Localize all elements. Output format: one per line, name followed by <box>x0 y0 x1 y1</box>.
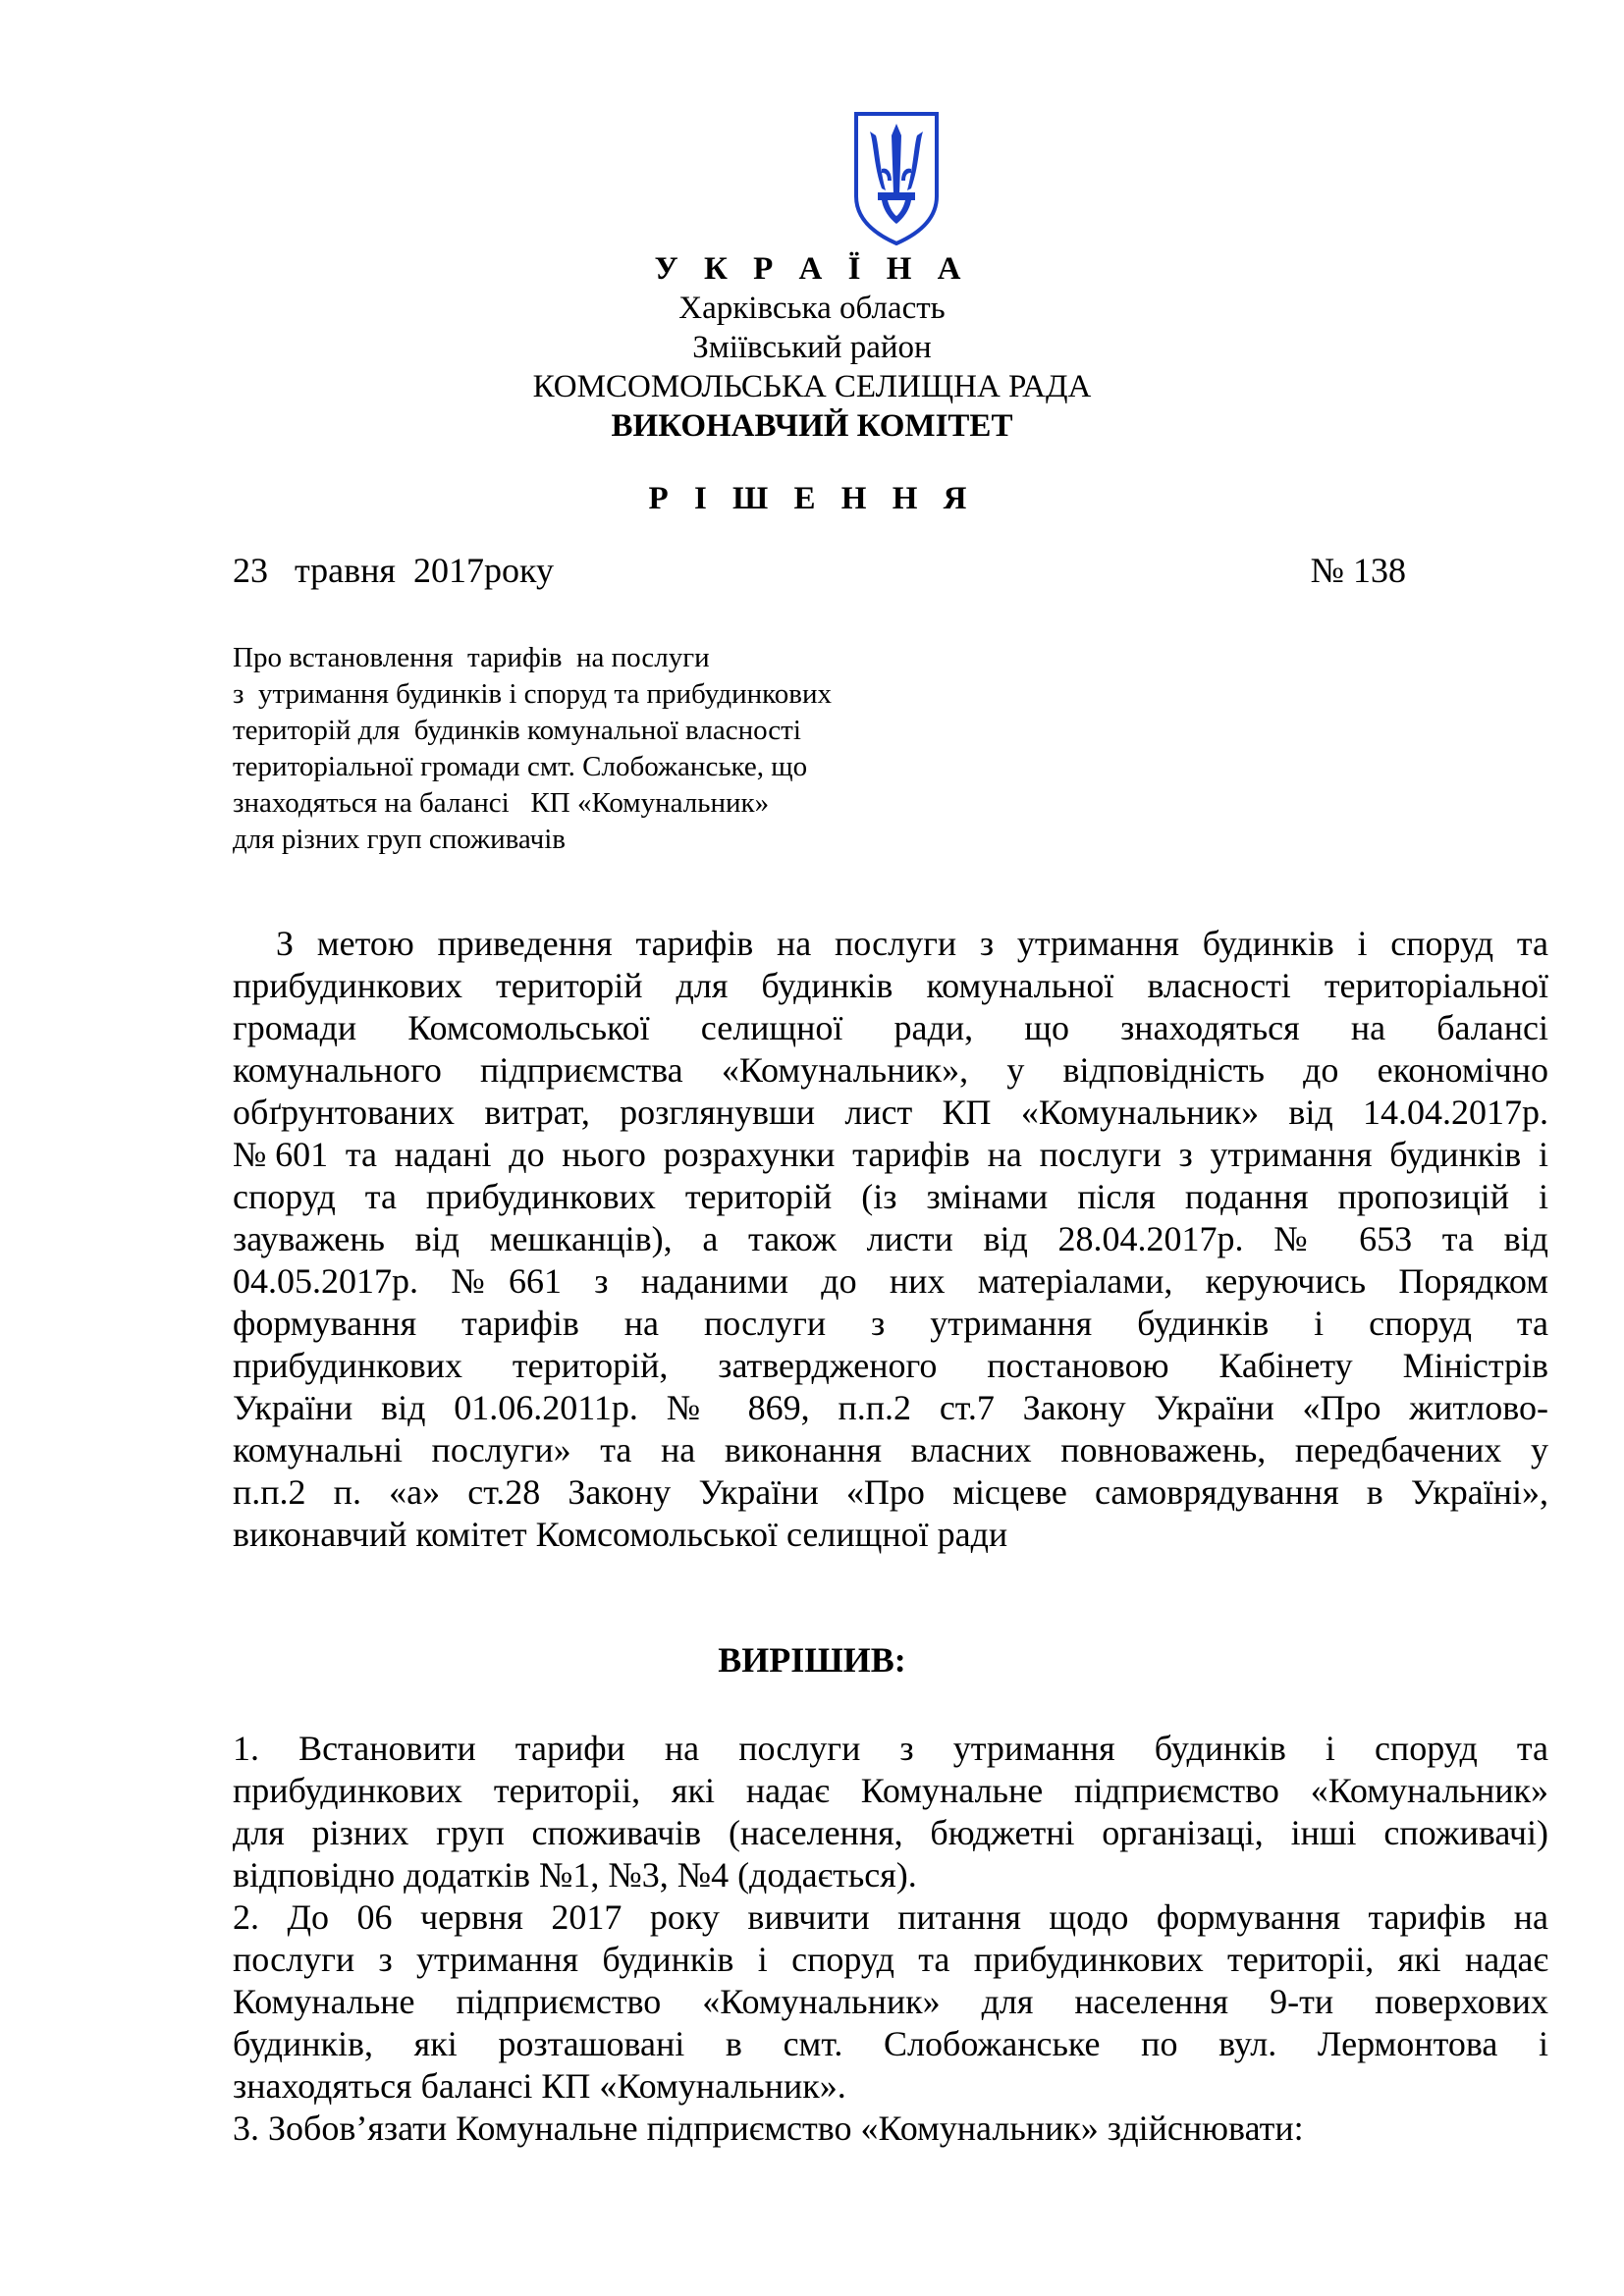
preamble-line: прибудинкових територій, затвердженого постановою Кабінету Міністрів <box>233 1346 1548 1385</box>
preamble-line: комунального підприємства «Комунальник», у відповідність до економічно <box>233 1050 1548 1090</box>
district-name: Зміївський район <box>692 330 932 365</box>
subject-line: знаходяться на балансі КП «Комунальник» <box>233 787 770 819</box>
decision-number: № 138 <box>1310 551 1406 590</box>
preamble-line: комунальні послуги» та на виконання власних повноважень, передбачених у <box>233 1430 1548 1469</box>
preamble-line: прибудинкових територій для будинків комунальної власності територіальної <box>233 966 1548 1005</box>
preamble-line: №601 та надані до нього розрахунки тарифів на послуги з утримання будинків і <box>233 1135 1548 1174</box>
decision-line: 2. До 06 червня 2017 року вивчити питання щодо формування тарифів на <box>233 1897 1548 1937</box>
decided-heading: ВИРІШИВ: <box>718 1640 906 1680</box>
decision-line: послуги з утримання будинків і споруд та прибудинкових територіі, які надає <box>233 1940 1548 1979</box>
decision-date: 23 травня 2017року <box>233 551 554 590</box>
decision-line: 1. Встановити тарифи на послуги з утримання будинків і споруд та <box>233 1729 1548 1768</box>
subject-line: Про встановлення тарифів на послуги <box>233 642 710 673</box>
preamble-line: формування тарифів на послуги з утримання будинків і споруд та <box>233 1304 1548 1343</box>
subject-line: територій для будинків комунальної власності <box>233 715 801 746</box>
committee-name: ВИКОНАВЧИЙ КОМІТЕТ <box>611 408 1013 444</box>
decision-line: 3. Зобов’язати Комунальне підприємство «Комунальник» здійснювати: <box>233 2109 1304 2148</box>
subject-line: з утримання будинків і споруд та прибудинкових <box>233 678 832 710</box>
preamble-line: обґрунтованих витрат, розглянувши лист КП «Комунальник» від 14.04.2017р. <box>233 1093 1548 1132</box>
preamble-paragraph <box>233 923 1548 1556</box>
preamble-line: зауважень від мешканців), а також листи від 28.04.2017р. № 653 та від <box>233 1219 1548 1258</box>
subject-line: для різних груп споживачів <box>233 824 566 855</box>
preamble-line: громади Комсомольської селищної ради, що знаходяться на балансі <box>233 1008 1548 1047</box>
decision-line: для різних груп споживачів (населення, бюджетні організаці, інші споживачі) <box>233 1813 1548 1852</box>
decision-line: знаходяться балансі КП «Комунальник». <box>233 2066 846 2106</box>
decision-items <box>233 1728 1548 2150</box>
preamble-line: споруд та прибудинкових територій (із змінами після подання пропозицій і <box>233 1177 1548 1216</box>
preamble-line: України від 01.06.2011р. № 869, п.п.2 ст.7 Закону України «Про житлово- <box>233 1388 1548 1427</box>
preamble-line: п.п.2 п. «а» ст.28 Закону України «Про місцеве самоврядування в Україні», <box>233 1472 1548 1512</box>
decision-line: Комунальне підприємство «Комунальник» для населення 9-ти поверхових <box>233 1982 1548 2021</box>
decision-line: будинків, які розташовані в смт. Слобожанське по вул. Лермонтова і <box>233 2024 1548 2063</box>
preamble-line: 04.05.2017р. №661 з наданими до них матеріалами, керуючись Порядком <box>233 1261 1548 1301</box>
subject-line: територіальної громади смт. Слобожанське, що <box>233 751 808 782</box>
preamble-line: З метою приведення тарифів на послуги з утримання будинків і споруд та <box>276 924 1548 963</box>
country-title: У К Р А Ї Н А <box>654 251 970 287</box>
region-name: Харківська область <box>678 291 946 326</box>
document-type-title: Р І Ш Е Н Н Я <box>648 481 976 516</box>
decision-line: відповідно додатків №1, №3, №4 (додається). <box>233 1855 917 1895</box>
trident-emblem-icon <box>852 110 941 247</box>
decision-line: прибудинкових територіі, які надає Комунальне підприємство «Комунальник» <box>233 1771 1548 1810</box>
preamble-line: виконавчий комітет Комсомольської селищної ради <box>233 1515 1008 1554</box>
decision-subject <box>233 640 832 858</box>
council-name: КОМСОМОЛЬСЬКА СЕЛИЩНА РАДА <box>532 369 1092 404</box>
